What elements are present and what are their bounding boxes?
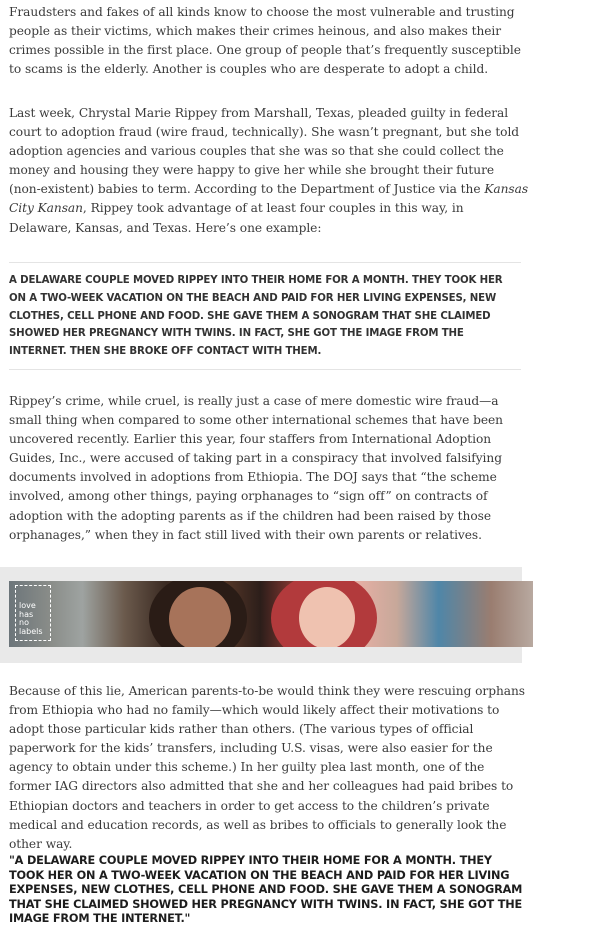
article-paragraph-intro: Fraudsters and fakes of all kinds know to choose the most vulnerable and trusting people as their victims, which makes their crimes heinous, and also makes their crimes possible in the first place. One group of people that’s frequently susceptible to scams is the elderly. Another is couples who are desperate to adopt a child.	[9, 5, 521, 77]
logo-word: no	[19, 618, 29, 627]
article-paragraph-international: Rippey’s crime, while cruel, is really just a case of mere domestic wire fraud—a small thing when compared to some other international schemes that have been uncovered recently. Earlier this year, four staffers from International Adoption Guides, Inc., were accused of taking part in a conspiracy that involved falsifying documents involved in adoptions from Ethiopia. The DOJ says that “the scheme involved, among other things, paying orphanages to “sign off” on contracts of adoption with the adopting parents as if the children had been raised by those orphanages,” when they in fact still lived with their own parents or relatives.	[9, 394, 503, 542]
blockquote-top-rule	[9, 262, 521, 263]
logo-word: has	[19, 609, 34, 619]
paragraph-text: Last week, Chrystal Marie Rippey from Marshall, Texas, pleaded guilty in federal court to adoption fraud (wire fraud, technically). She wasn’t pregnant, but she told adoption agencies and various couples that she was so that she could collect the money and housing they were happy to give her while she brought their future (non-existent) babies to term. According to the Department of Justice via the	[9, 106, 520, 197]
pull-quote: "A DELAWARE COUPLE MOVED RIPPEY INTO THEIR HOME FOR A MONTH. THEY TOOK HER ON A TWO-WEEK VACATION ON THE BEACH AND PAID FOR HER LIVING EXPENSES, NEW CLOTHES, CELL PHONE AND FOOD. SHE GAVE THEM A SONOGRAM THAT SHE CLAIMED SHOWED HER PREGNANCY WITH TWINS. IN FACT, SHE GOT THE IMAGE FROM THE INTERNET."	[9, 854, 523, 926]
article-paragraph-ethiopia: Because of this lie, American parents-to-be would think they were rescuing orphans from Ethiopia who had no family—which would likely affect their motivations to adopt those particular kids rather than others. (The various types of official paperwork for the kids’ transfers, including U.S. visas, were also easier for the agency to obtain under this scheme.) In her guilty plea last month, one of the former IAG directors also admitted that she and her colleagues had paid bribes to Ethiopian doctors and teachers in order to get access to the children’s private medical and education records, as well as bribes to officials to generally look the other way.	[9, 684, 525, 851]
logo-word: love	[19, 601, 36, 610]
person-face-left	[169, 587, 231, 647]
ad-banner-image[interactable]	[9, 581, 533, 647]
love-has-no-labels-logo	[15, 585, 51, 641]
blockquote-bottom-rule	[9, 369, 521, 370]
logo-word: labels	[19, 626, 43, 636]
paragraph-text: , Rippey took advantage of at least four couples in this way, in Delaware, Kansas, and Texas. Here’s one example:	[9, 201, 464, 235]
person-face-right	[299, 587, 355, 647]
source-publication: Kansas City Kansan	[9, 182, 529, 216]
article-paragraph-rippey	[9, 104, 529, 238]
blockquote: A DELAWARE COUPLE MOVED RIPPEY INTO THEIR HOME FOR A MONTH. THEY TOOK HER ON A TWO-WEEK VACATION ON THE BEACH AND PAID FOR HER LIVING EXPENSES, NEW CLOTHES, CELL PHONE AND FOOD. SHE GAVE THEM A SONOGRAM THAT SHE CLAIMED SHOWED HER PREGNANCY WITH TWINS. IN FACT, SHE GOT THE IMAGE FROM THE INTERNET. THEN SHE BROKE OFF CONTACT WITH THEM.	[9, 275, 503, 358]
